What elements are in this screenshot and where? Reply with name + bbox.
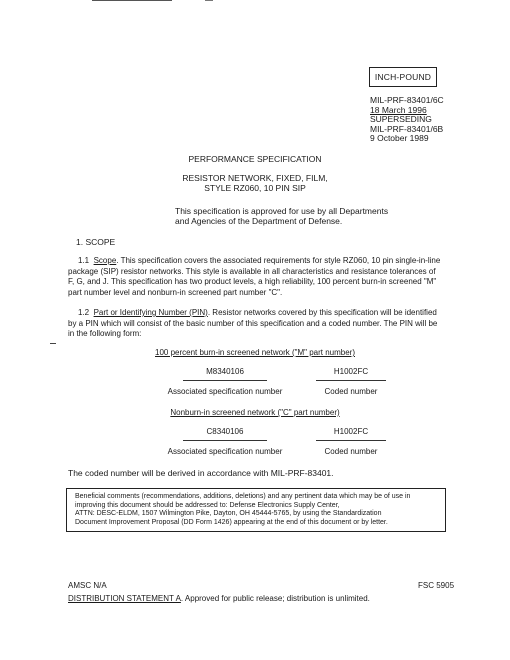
pin-example-title: 100 percent burn-in screened network ("M" part number): [155, 348, 355, 357]
para-text: package (SIP) resistor networks. This style is available in all characteristics and resistance tolerances of: [68, 266, 436, 276]
doc-date: 18 March 1996: [370, 104, 427, 115]
document-identifier: [370, 96, 444, 144]
superseding-label: SUPERSEDING: [370, 114, 432, 125]
code-label: Coded number: [324, 387, 378, 396]
inch-pound-badge: INCH-POUND: [369, 67, 437, 87]
comments-line: improving this document should be addressed to: Defense Electronics Supply Center,: [75, 501, 340, 509]
paragraph-1-1: [68, 256, 458, 298]
top-rule: [92, 0, 172, 1]
approval-statement: [175, 206, 388, 226]
code-underline: [316, 440, 386, 441]
para-number: 1.2: [78, 308, 90, 317]
coded-number: H1002FC: [333, 367, 369, 376]
comments-line: Document Improvement Proposal (DD Form 1426) appearing at the end of this document or by letter.: [75, 518, 388, 526]
subject-line-2: STYLE RZ060, 10 PIN SIP: [204, 183, 306, 193]
para-text: by a PIN which will consist of the basic number of this specification and a coded number. The PIN will be: [68, 318, 438, 328]
paragraph-1-2: [68, 308, 458, 340]
code-label: Coded number: [324, 447, 378, 456]
coded-number: H1002FC: [333, 427, 369, 436]
subject-title: [0, 173, 510, 193]
derivation-statement: The coded number will be derived in accordance with MIL-PRF-83401.: [68, 468, 334, 478]
comments-line: ATTN: DESC-ELDM, 1507 Wilmington Pike, Dayton, OH 45444-5765, by using the Standardization: [75, 510, 382, 518]
comments-line: Beneficial comments (recommendations, additions, deletions) and any pertinent data which may be of use in: [75, 493, 411, 500]
approval-line-2: and Agencies of the Department of Defense.: [175, 216, 343, 226]
spec-number: C8340106: [206, 427, 244, 436]
fsc-code: FSC 5905: [418, 581, 455, 590]
spec-number: M8340106: [206, 367, 244, 376]
spec-underline: [183, 440, 267, 441]
para-text: F, G, and J. This specification has two product levels, a high reliability, 100 percent burn-in screened "M": [68, 277, 437, 287]
distribution-text: . Approved for public release; distribution is unlimited.: [180, 594, 370, 603]
para-text: in the following form:: [68, 329, 142, 339]
spec-label: Associated specification number: [167, 447, 283, 456]
superseded-date: 9 October 1989: [370, 133, 429, 144]
para-text: part number level and nonburn-in screened part number "C".: [68, 287, 283, 297]
margin-mark: [50, 343, 56, 344]
superseded-number: MIL-PRF-83401/6B: [370, 123, 444, 134]
code-underline: [316, 380, 386, 381]
top-mark: [205, 0, 213, 1]
subject-line-1: RESISTOR NETWORK, FIXED, FILM,: [182, 173, 328, 183]
distribution-label: DISTRIBUTION STATEMENT A: [68, 594, 181, 603]
para-number: 1.1: [78, 256, 90, 265]
comments-box: [66, 488, 446, 532]
approval-line-1: This specification is approved for use by all Departments: [175, 206, 389, 216]
pin-example-title: Nonburn-in screened network ("C" part number): [170, 408, 340, 417]
para-title: Scope: [93, 256, 117, 265]
doc-number: MIL-PRF-83401/6C: [370, 95, 444, 105]
para-text: . Resistor networks covered by this specification will be identified: [207, 308, 437, 317]
spec-label: Associated specification number: [167, 387, 283, 396]
distribution-statement: [68, 594, 370, 603]
page-title: PERFORMANCE SPECIFICATION: [188, 154, 322, 164]
amsc-code: AMSC N/A: [68, 581, 107, 590]
scope-heading: 1. SCOPE: [76, 237, 116, 247]
para-text: . This specification covers the associated requirements for style RZ060, 10 pin single-in-line: [116, 256, 441, 265]
spec-underline: [183, 380, 267, 381]
para-title: Part or Identifying Number (PIN): [93, 308, 208, 317]
